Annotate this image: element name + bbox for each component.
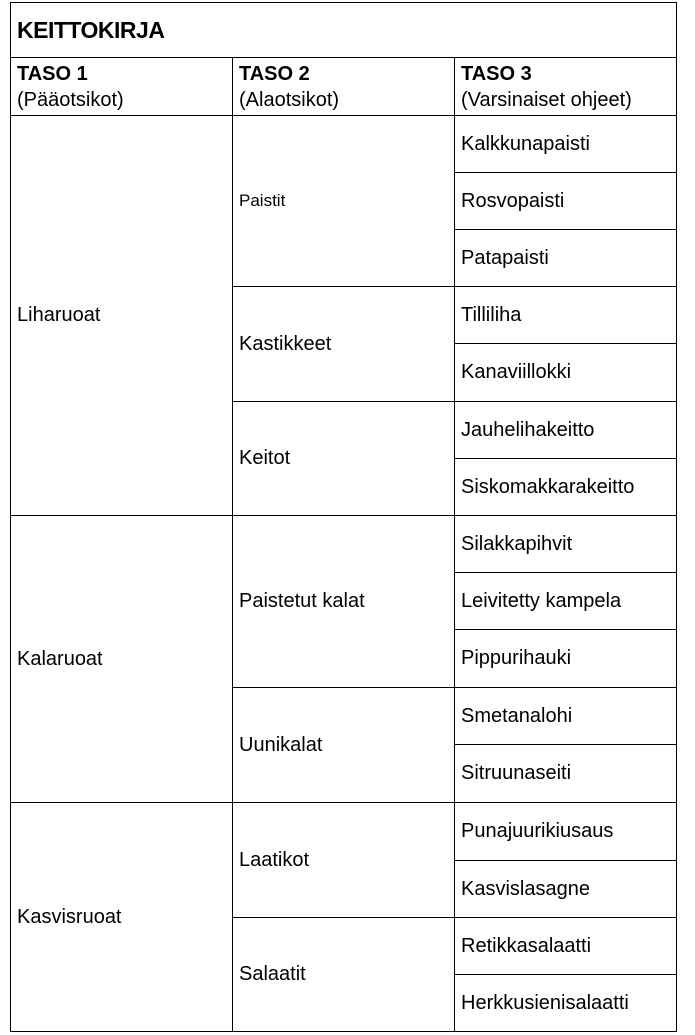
subcategory-paistit: Paistit <box>232 115 455 287</box>
recipe-kanaviillokki: Kanaviillokki <box>454 343 677 402</box>
recipe-leivitetty-kampela: Leivitetty kampela <box>454 572 677 630</box>
subcategory-kastikkeet: Kastikkeet <box>232 286 455 402</box>
header-level-2 <box>232 57 455 116</box>
subcategory-salaatit: Salaatit <box>232 917 455 1032</box>
header-level-3 <box>454 57 677 116</box>
recipe-kasvislasagne: Kasvislasagne <box>454 860 677 918</box>
recipe-pippurihauki: Pippurihauki <box>454 629 677 688</box>
recipe-retikkasalaatti: Retikkasalaatti <box>454 917 677 975</box>
category-kasvisruoat: Kasvisruoat <box>10 802 233 1032</box>
recipe-kalkkunapaisti: Kalkkunapaisti <box>454 115 677 173</box>
category-kalaruoat: Kalaruoat <box>10 515 233 803</box>
recipe-smetanalohi: Smetanalohi <box>454 687 677 745</box>
subcategory-paistetut-kalat: Paistetut kalat <box>232 515 455 688</box>
recipe-punajuurikiusaus: Punajuurikiusaus <box>454 802 677 861</box>
header-level-2-desc: (Alaotsikot) <box>239 88 340 111</box>
recipe-patapaisti: Patapaisti <box>454 229 677 287</box>
recipe-sitruunaseiti: Sitruunaseiti <box>454 744 677 803</box>
recipe-jauhelihakeitto: Jauhelihakeitto <box>454 401 677 459</box>
cookbook-table <box>10 2 677 1032</box>
subcategory-uunikalat: Uunikalat <box>232 687 455 803</box>
header-level-1-label: TASO 1 <box>17 62 88 85</box>
subcategory-laatikot: Laatikot <box>232 802 455 918</box>
header-level-2-label: TASO 2 <box>239 62 310 85</box>
recipe-tilliliha: Tilliliha <box>454 286 677 344</box>
header-level-3-desc: (Varsinaiset ohjeet) <box>461 88 632 111</box>
recipe-silakkapihvit: Silakkapihvit <box>454 515 677 573</box>
table-title: KEITTOKIRJA <box>10 2 677 58</box>
header-level-1-desc: (Pääotsikot) <box>17 88 124 111</box>
recipe-herkkusienisalaatti: Herkkusienisalaatti <box>454 974 677 1032</box>
recipe-siskomakkarakeitto: Siskomakkarakeitto <box>454 458 677 516</box>
recipe-rosvopaisti: Rosvopaisti <box>454 172 677 230</box>
subcategory-keitot: Keitot <box>232 401 455 516</box>
header-level-1 <box>10 57 233 116</box>
header-level-3-label: TASO 3 <box>461 62 532 85</box>
category-liharuoat: Liharuoat <box>10 115 233 516</box>
